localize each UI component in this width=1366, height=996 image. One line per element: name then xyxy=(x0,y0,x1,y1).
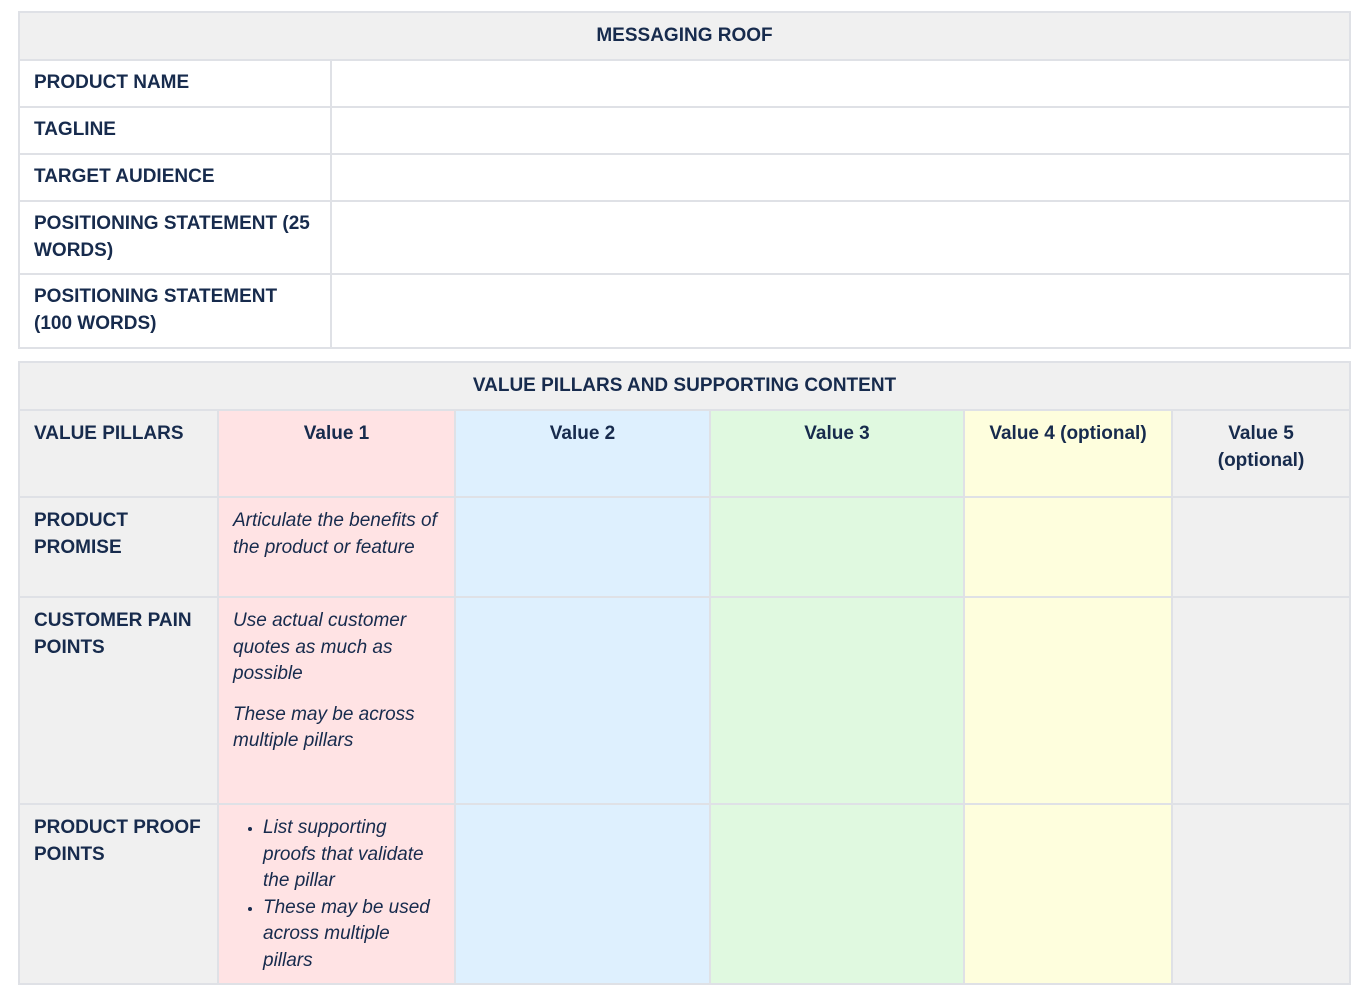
customer-pain-points-value-3[interactable] xyxy=(710,597,964,804)
value-2-header: Value 2 xyxy=(455,410,710,497)
product-promise-value-4[interactable] xyxy=(964,497,1172,597)
value-5-header: Value 5 (optional) xyxy=(1172,410,1350,497)
product-proof-points-value-3[interactable] xyxy=(710,804,964,984)
product-promise-value-3[interactable] xyxy=(710,497,964,597)
positioning-100-label: POSITIONING STATEMENT (100 WORDS) xyxy=(19,274,331,348)
messaging-roof-title: MESSAGING ROOF xyxy=(19,12,1350,60)
proof-points-list xyxy=(233,815,440,974)
product-proof-points-value-4[interactable] xyxy=(964,804,1172,984)
messaging-roof-table xyxy=(18,11,1351,349)
customer-pain-points-value-5[interactable] xyxy=(1172,597,1350,804)
tagline-label: TAGLINE xyxy=(19,107,331,154)
proof-points-item-2: • These may be used across multiple pillars xyxy=(263,895,440,975)
product-proof-points-label: PRODUCT PROOF POINTS xyxy=(19,804,218,984)
value-pillars-table xyxy=(18,361,1351,985)
value-pillars-title: VALUE PILLARS AND SUPPORTING CONTENT xyxy=(19,362,1350,410)
target-audience-label: TARGET AUDIENCE xyxy=(19,154,331,201)
product-promise-text: Articulate the benefits of the product or feature xyxy=(233,510,437,558)
product-promise-value-5[interactable] xyxy=(1172,497,1350,597)
customer-pain-points-value-2[interactable] xyxy=(455,597,710,804)
customer-pain-points-label: CUSTOMER PAIN POINTS xyxy=(19,597,218,804)
positioning-25-value[interactable] xyxy=(331,201,1350,274)
product-proof-points-value-2[interactable] xyxy=(455,804,710,984)
product-promise-value-1[interactable] xyxy=(218,497,455,597)
proof-points-item-1: • List supporting proofs that validate the pillar xyxy=(263,815,440,895)
product-proof-points-value-1[interactable] xyxy=(218,804,455,984)
pain-points-text-2: These may be across multiple pillars xyxy=(233,703,415,751)
target-audience-value[interactable] xyxy=(331,154,1350,201)
product-name-value[interactable] xyxy=(331,60,1350,107)
value-3-header: Value 3 xyxy=(710,410,964,497)
product-proof-points-value-5[interactable] xyxy=(1172,804,1350,984)
tagline-value[interactable] xyxy=(331,107,1350,154)
positioning-100-value[interactable] xyxy=(331,274,1350,348)
positioning-25-label: POSITIONING STATEMENT (25 WORDS) xyxy=(19,201,331,274)
product-promise-value-2[interactable] xyxy=(455,497,710,597)
customer-pain-points-value-1[interactable] xyxy=(218,597,455,804)
value-pillars-label: VALUE PILLARS xyxy=(19,410,218,497)
value-4-header: Value 4 (optional) xyxy=(964,410,1172,497)
value-1-header: Value 1 xyxy=(218,410,455,497)
customer-pain-points-value-4[interactable] xyxy=(964,597,1172,804)
product-promise-label: PRODUCT PROMISE xyxy=(19,497,218,597)
product-name-label: PRODUCT NAME xyxy=(19,60,331,107)
pain-points-text-1: Use actual customer quotes as much as possible xyxy=(233,610,407,684)
